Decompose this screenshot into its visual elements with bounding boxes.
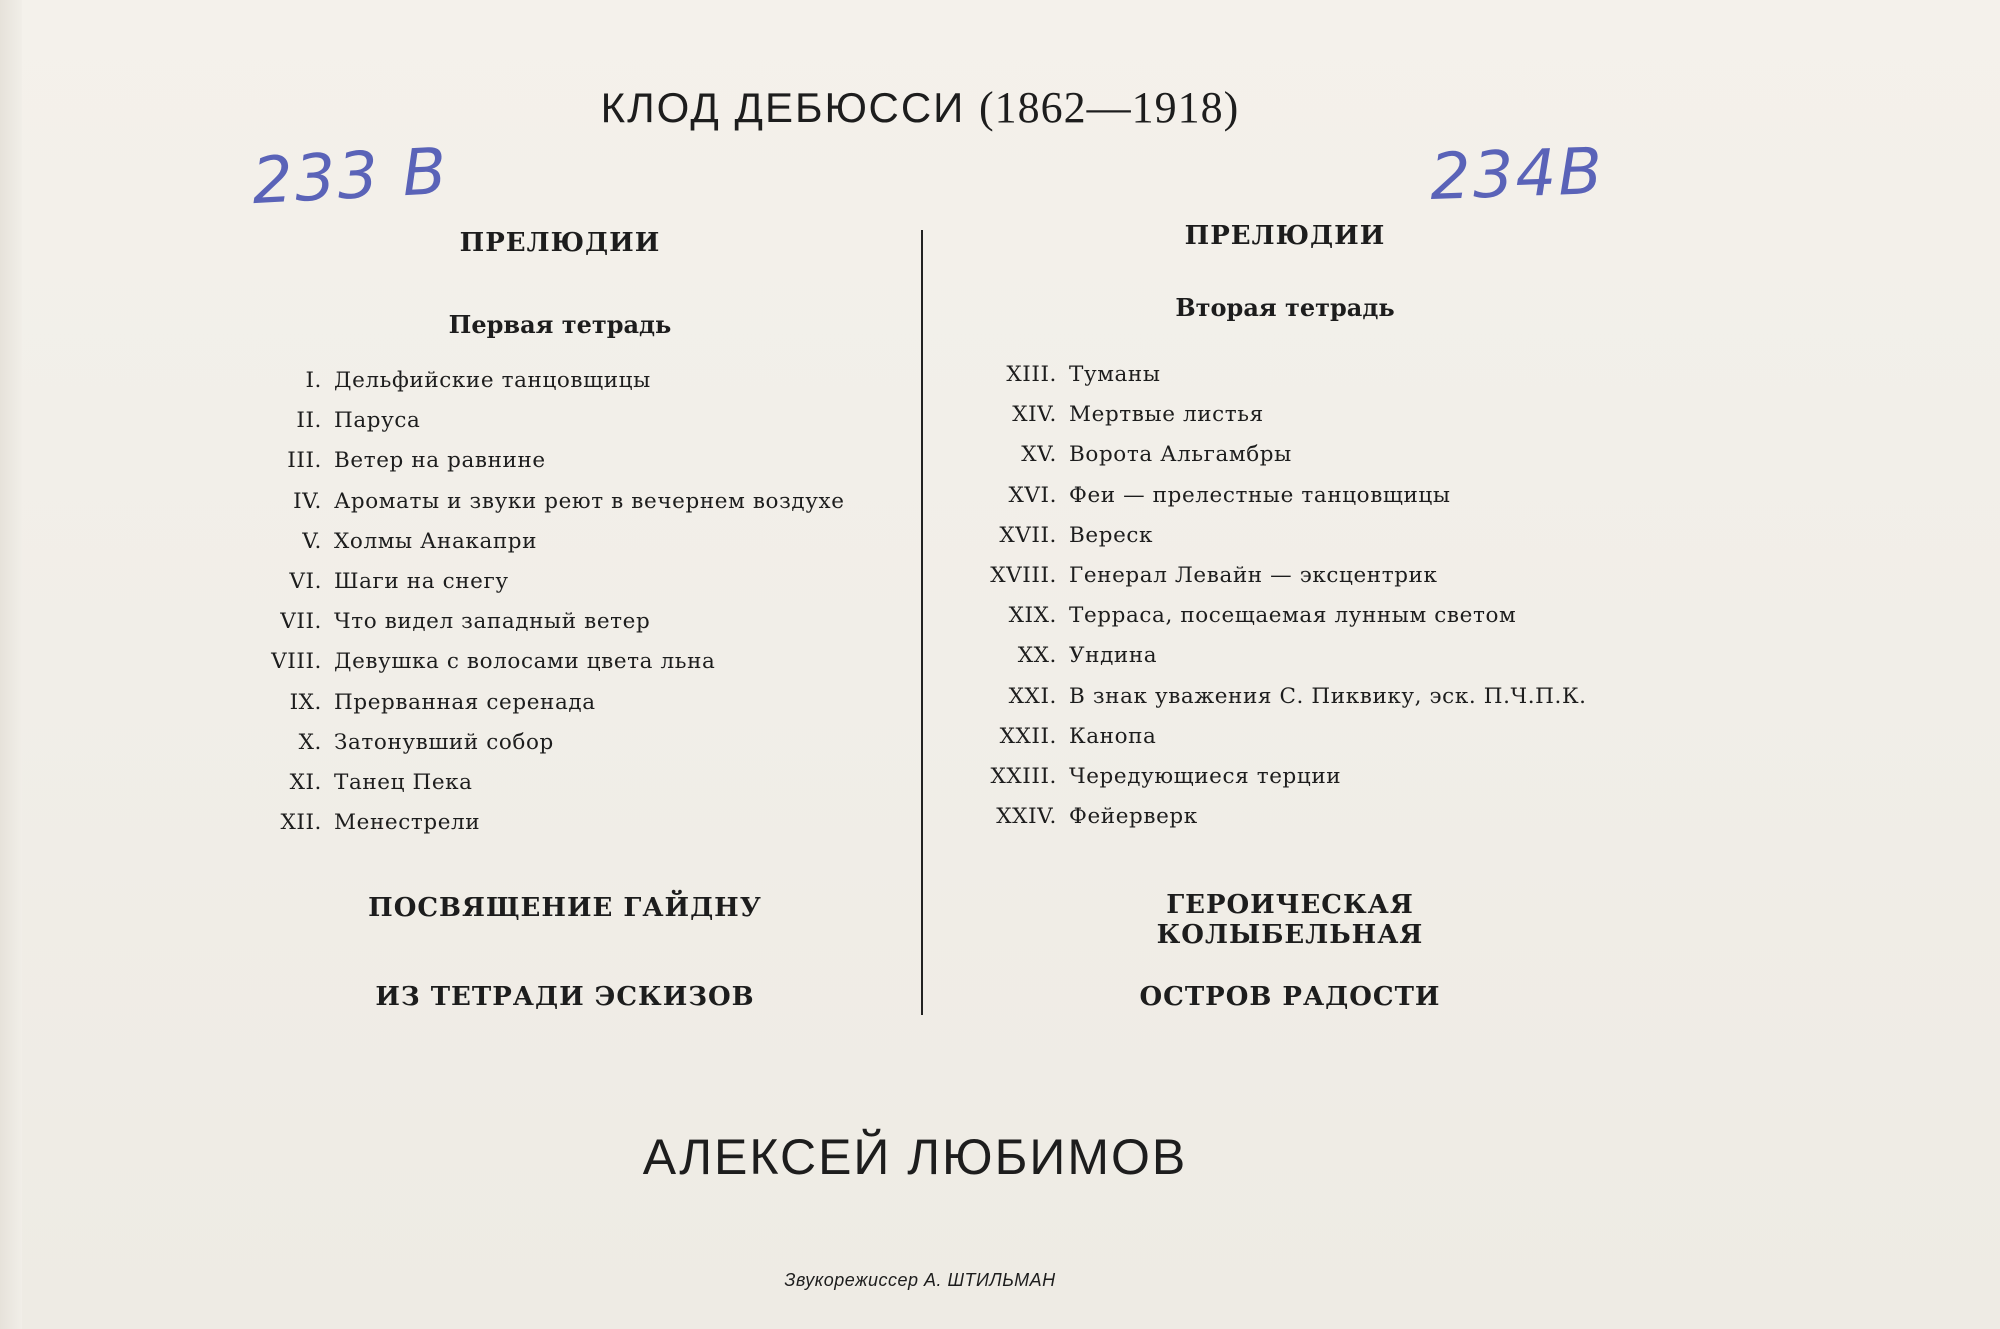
- track-title: В знак уважения С. Пиквику, эск. П.Ч.П.К.: [1069, 683, 1587, 709]
- track-title: Терраса, посещаемая лунным светом: [1069, 603, 1517, 629]
- track-title: Чередующиеся терции: [1069, 764, 1342, 789]
- track-row: [977, 402, 1264, 427]
- performer-name: АЛЕКСЕЙ ЛЮБИМОВ: [642, 1129, 1188, 1185]
- side-b-heading: ПРЕЛЮДИИ: [1184, 221, 1386, 251]
- track-number: XIX.: [1008, 603, 1057, 629]
- track-row: [242, 649, 715, 674]
- side-a-extra-2: ИЗ ТЕТРАДИ ЭСКИЗОВ: [375, 982, 755, 1012]
- track-row: [242, 609, 650, 634]
- track-row: [242, 529, 537, 554]
- track-title: Феи — прелестные танцовщицы: [1069, 482, 1451, 508]
- track-number: XXI.: [1008, 683, 1057, 709]
- track-title: Вереск: [1069, 522, 1154, 548]
- track-row: [242, 489, 845, 514]
- track-row: [977, 563, 1438, 588]
- track-number: VIII.: [271, 649, 322, 675]
- track-number: I.: [305, 368, 322, 393]
- track-number: XIII.: [1006, 362, 1057, 387]
- composer-name: КЛОД ДЕБЮССИ: [600, 84, 966, 131]
- side-b-extra-2: ОСТРОВ РАДОСТИ: [1139, 982, 1441, 1012]
- side-a-subheading: Первая тетрадь: [448, 310, 672, 339]
- track-title: Ветер на равнине: [334, 448, 546, 474]
- track-title: Ворота Альгамбры: [1069, 442, 1292, 468]
- track-title: Канопа: [1069, 723, 1157, 749]
- track-row: [242, 730, 554, 755]
- track-title: Ундина: [1069, 643, 1158, 669]
- track-row: [242, 408, 420, 433]
- track-title: Менестрели: [334, 810, 481, 836]
- track-number: XIV.: [1012, 402, 1057, 428]
- track-number: XX.: [1017, 643, 1057, 669]
- track-title: Затонувший собор: [334, 729, 554, 755]
- track-number: XV.: [1021, 442, 1057, 468]
- track-number: VI.: [289, 569, 322, 594]
- track-row: [977, 523, 1153, 548]
- track-title: Что видел западный ветер: [334, 609, 651, 635]
- track-row: [242, 690, 596, 715]
- track-title: Прерванная серенада: [334, 689, 596, 715]
- track-row: [977, 724, 1156, 749]
- track-row: [242, 569, 509, 594]
- track-row: [242, 770, 473, 795]
- track-title: Генерал Левайн — эксцентрик: [1069, 563, 1438, 588]
- track-number: XVI.: [1008, 482, 1057, 508]
- track-title: Девушка с волосами цвета льна: [334, 649, 716, 675]
- track-number: XXII.: [999, 723, 1057, 749]
- track-title: Фейерверк: [1069, 804, 1198, 830]
- track-row: [977, 684, 1587, 709]
- track-row: [242, 368, 651, 393]
- column-divider: [921, 230, 923, 1015]
- track-number: X.: [298, 729, 322, 755]
- track-row: [242, 810, 480, 835]
- track-row: [977, 483, 1451, 508]
- track-number: V.: [302, 528, 322, 554]
- handwritten-catalog-number-right: 234В: [1428, 134, 1606, 216]
- composer-years: (1862—1918): [979, 83, 1240, 132]
- track-number: III.: [287, 448, 322, 474]
- track-number: IV.: [293, 488, 322, 514]
- track-title: Туманы: [1069, 362, 1161, 387]
- composer-title: [0, 82, 1840, 133]
- sound-engineer-credit: Звукорежиссер А. ШТИЛЬМАН: [784, 1270, 1056, 1290]
- side-b-subheading: Вторая тетрадь: [1175, 293, 1395, 322]
- track-row: [977, 442, 1292, 467]
- track-number: XVII.: [999, 522, 1057, 548]
- track-number: VII.: [280, 609, 322, 635]
- track-row: [977, 362, 1161, 387]
- track-title: Холмы Анакапри: [334, 528, 538, 554]
- track-number: XXIV.: [996, 804, 1057, 830]
- track-number: IX.: [289, 689, 322, 715]
- side-a-heading: ПРЕЛЮДИИ: [459, 228, 661, 258]
- track-title: Мертвые листья: [1069, 402, 1264, 428]
- track-number: XXIII.: [990, 764, 1057, 789]
- track-number: II.: [296, 408, 322, 434]
- track-number: XI.: [289, 770, 322, 795]
- track-title: Дельфийские танцовщицы: [334, 368, 651, 393]
- track-row: [977, 764, 1341, 789]
- track-title: Ароматы и звуки реют в вечернем воздухе: [334, 488, 845, 514]
- track-number: XVIII.: [990, 563, 1057, 588]
- track-title: Паруса: [334, 408, 421, 434]
- track-row: [977, 804, 1198, 829]
- track-number: XII.: [280, 810, 322, 836]
- side-b-extra-1: ГЕРОИЧЕСКАЯ КОЛЫБЕЛЬНАЯ: [1156, 890, 1424, 950]
- track-row: [977, 603, 1516, 628]
- track-title: Шаги на снегу: [334, 569, 509, 594]
- track-row: [242, 448, 546, 473]
- track-row: [977, 643, 1157, 668]
- track-title: Танец Пека: [334, 770, 473, 795]
- handwritten-catalog-number-left: 233 В: [250, 134, 451, 220]
- side-a-extra-1: ПОСВЯЩЕНИЕ ГАЙДНУ: [368, 893, 762, 923]
